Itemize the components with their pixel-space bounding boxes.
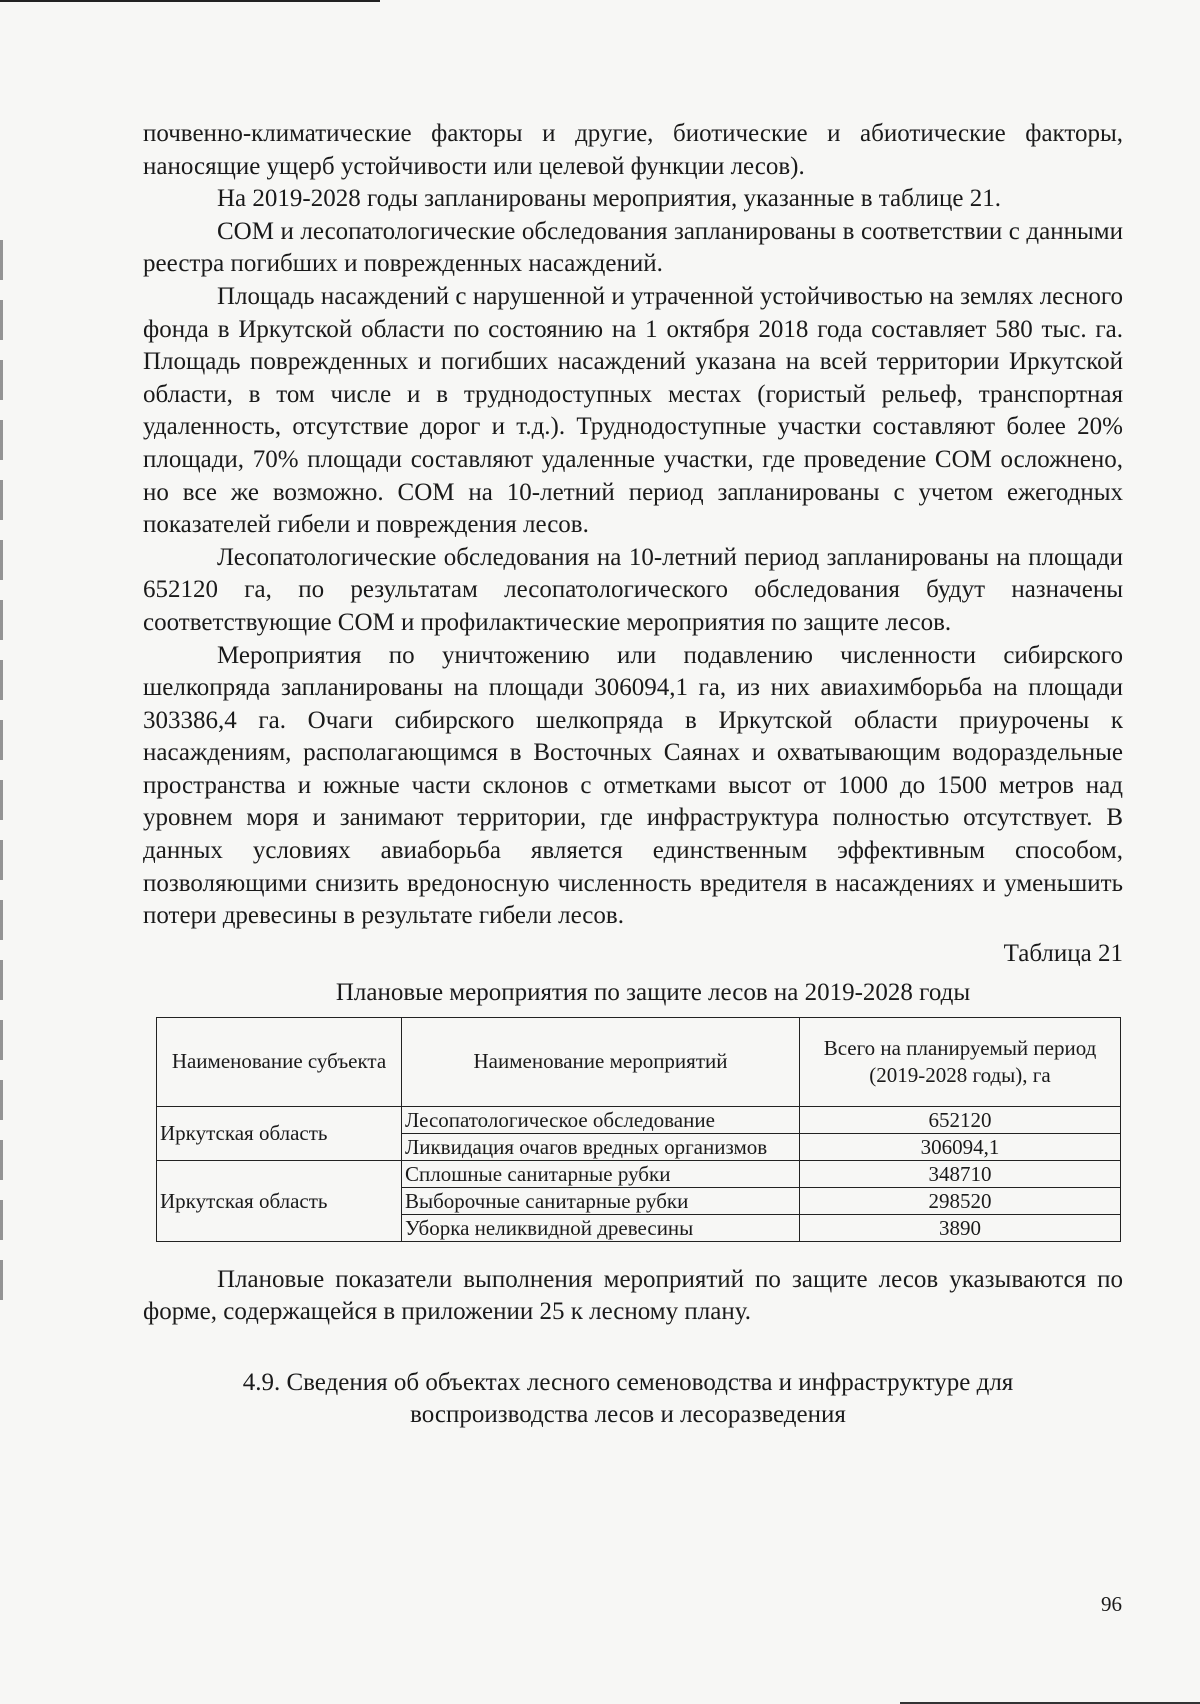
- value-cell: 3890: [800, 1214, 1121, 1241]
- activity-cell: Ликвидация очагов вредных организмов: [402, 1133, 800, 1160]
- value-cell: 306094,1: [800, 1133, 1121, 1160]
- section-heading-line2: воспроизводства лесов и лесоразведения: [410, 1401, 846, 1429]
- activity-cell: Лесопатологическое обследование: [402, 1106, 800, 1133]
- value-cell: 298520: [800, 1187, 1121, 1214]
- paragraph-som: СОМ и лесопатологические обследования запланированы в соответствии с данными реестра погибших и поврежденных насаждений.: [143, 217, 1123, 278]
- page-content: [143, 118, 1123, 1431]
- page-number: 96: [1101, 1592, 1122, 1616]
- forest-protection-table: [156, 1017, 1121, 1242]
- header-activity: Наименование мероприятий: [402, 1017, 800, 1106]
- table-row: [157, 1160, 1121, 1187]
- scan-edge-left: [0, 240, 3, 1320]
- paragraph-surveys: Лесопатологические обследования на 10-летний период запланированы на площади 652120 га, по результатам лесопатологического обследования будут назначены соответствующие СОМ и профилактические мероприятия по защите лесов.: [143, 543, 1123, 636]
- section-heading: [143, 1367, 1123, 1431]
- value-cell: 348710: [800, 1160, 1121, 1187]
- table-label: Таблица 21: [1003, 939, 1123, 967]
- header-subject: Наименование субъекта: [157, 1017, 402, 1106]
- paragraph-plan: На 2019-2028 годы запланированы мероприятия, указанные в таблице 21.: [217, 185, 1002, 213]
- paragraph-indicators: Плановые показатели выполнения мероприятий по защите лесов указываются по форме, содержащейся в приложении 25 к лесному плану.: [143, 1265, 1123, 1326]
- activity-cell: Выборочные санитарные рубки: [402, 1187, 800, 1214]
- paragraph-continuation: почвенно-климатические факторы и другие, биотические и абиотические факторы, наносящие ущерб устойчивости или целевой функции лесов).: [143, 120, 1123, 180]
- section-heading-line1: 4.9. Сведения об объектах лесного семеноводства и инфраструктуре для: [242, 1369, 1014, 1397]
- subject-cell: Иркутская область: [157, 1160, 402, 1241]
- header-total: Всего на планируемый период (2019-2028 годы), га: [800, 1017, 1121, 1106]
- value-cell: 652120: [800, 1106, 1121, 1133]
- paragraph-silkmoth: Мероприятия по уничтожению или подавлению численности сибирского шелкопряда запланированы на площади 306094,1 га, из них авиахимборьба на площади 303386,4 га. Очаги сибирского шелкопряда в Иркутской области приурочены к насаждениям, располагающимся в Восточных Саянах и охватывающим водораздельные пространства и южные части склонов с отметками высот от 1000 до 1500 метров над уровнем моря и занимают территории, где инфраструктура полностью отсутствует. В данных условиях авиаборьба является единственным эффективным способом, позволяющими снизить вредоносную численность вредителя в насаждениях и уменьшить потери древесины в результате гибели лесов.: [143, 641, 1123, 930]
- activity-cell: Сплошные санитарные рубки: [402, 1160, 800, 1187]
- subject-cell: Иркутская область: [157, 1106, 402, 1160]
- activity-cell: Уборка неликвидной древесины: [402, 1214, 800, 1241]
- table-header-row: [157, 1017, 1121, 1106]
- paragraph-area: Площадь насаждений с нарушенной и утраченной устойчивостью на землях лесного фонда в Иркутской области по состоянию на 1 октября 2018 года составляет 580 тыс. га. Площадь поврежденных и погибших насаждений указана на всей территории Иркутской области, в том числе и в труднодоступных местах (гористый рельеф, транспортная удаленность, отсутствие дорог и т.д.). Труднодоступные участки составляют более 20% площади, 70% площади составляют удаленные участки, где проведение СОМ осложнено, но все же возможно. СОМ на 10-летний период запланированы с учетом ежегодных показателей гибели и повреждения лесов.: [143, 282, 1123, 539]
- table-row: [157, 1106, 1121, 1133]
- scan-edge-top: [0, 0, 380, 2]
- table-title: Плановые мероприятия по защите лесов на 2019-2028 годы: [335, 978, 971, 1006]
